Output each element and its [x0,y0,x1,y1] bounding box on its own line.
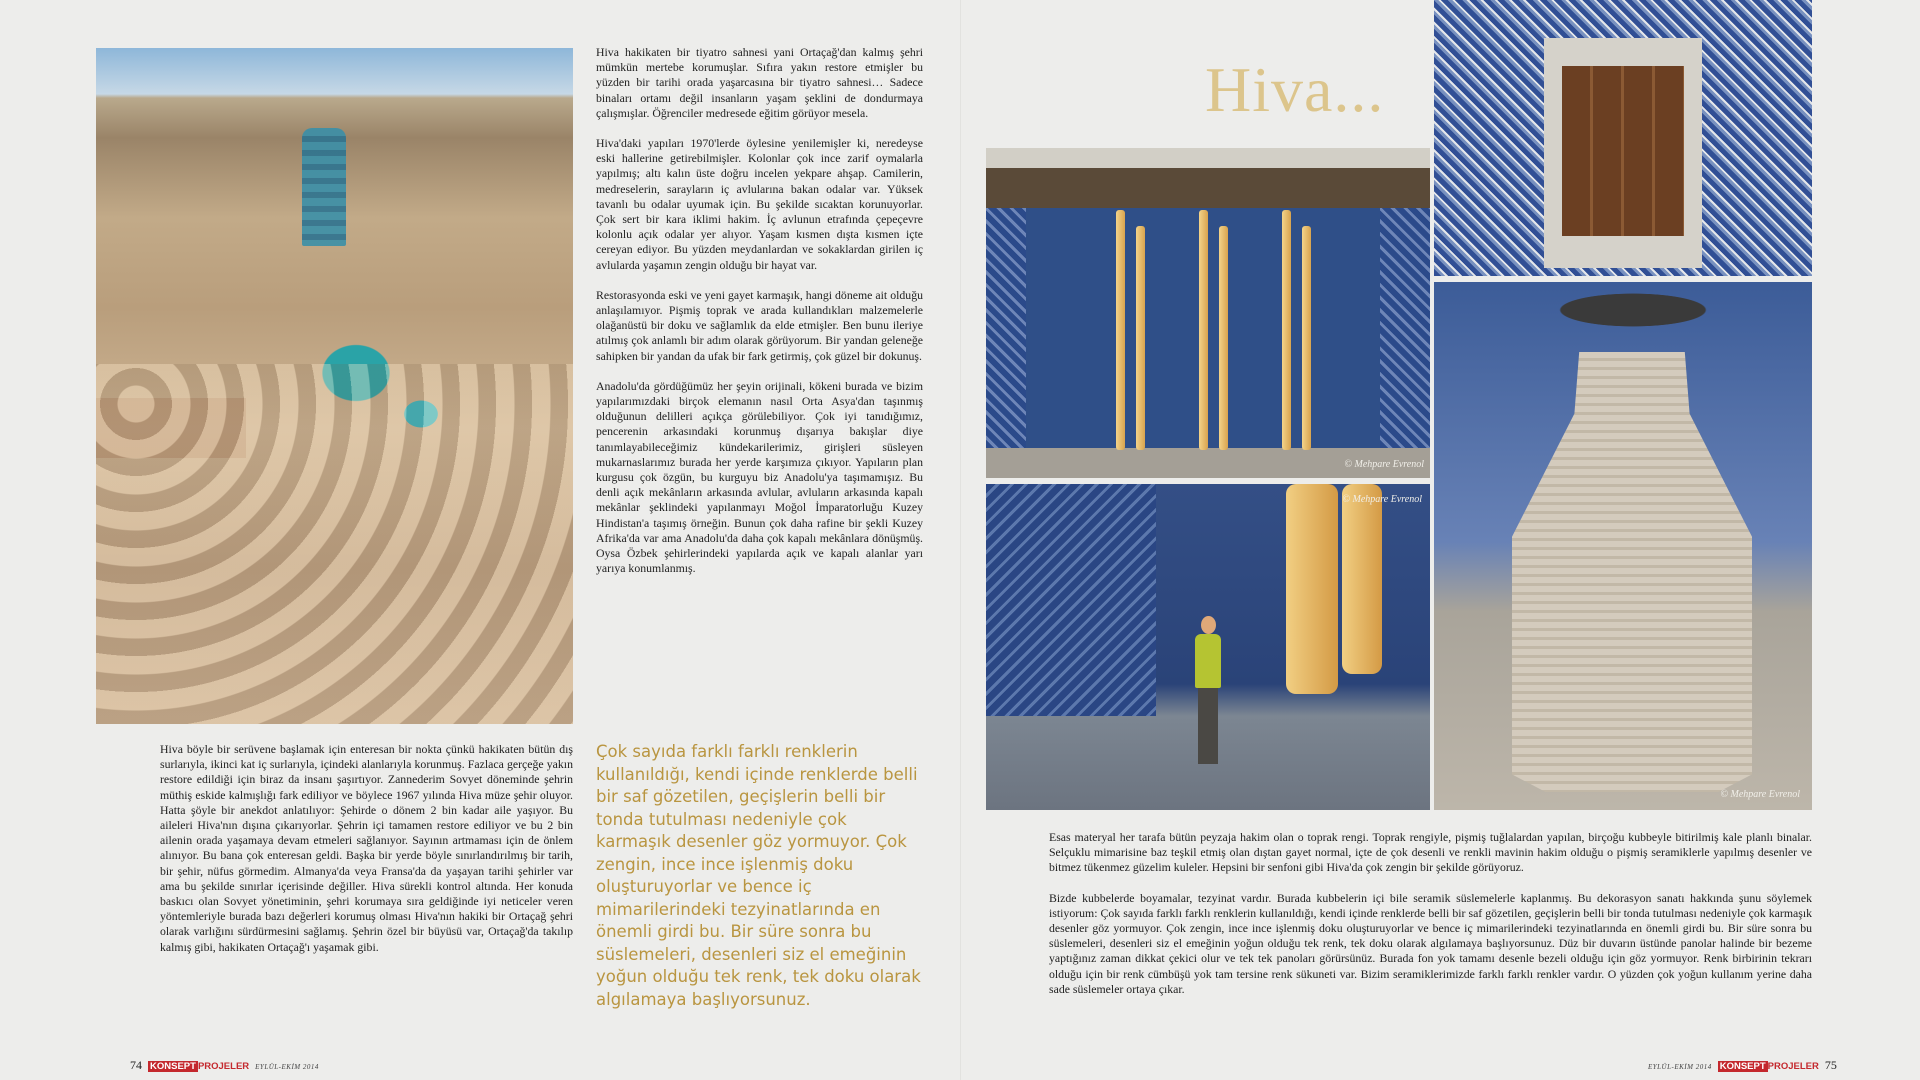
right-paragraph: Esas materyal her tarafa bütün peyzaja hakim olan o toprak rengi. Toprak rengiyle, pişmiş tuğlalardan yapılan, birçoğu kubbeyle bitirilmiş kale planlı binalar. Selçuklu mimarisine baz teşkil etmiş olan dıştan gayet normal, içte de çok desenli ve renkli mavinin hakim olduğu o pişmiş seramiklerle yapılmış desenler ve bitmez tükenmez güzelim kuleler. Hepsini bir senfoni gibi Hiva'da çok zengin bir şekilde görüyoruz. [1049,830,1812,875]
brand-logo-part2: PROJELER [1767,1061,1819,1072]
wooden-column-shape [1342,484,1382,674]
middle-paragraph: Anadolu'da gördüğümüz her şeyin orijinali, kökeni burada ve bizim yapılarımızdaki birçok elemanın nasıl Orta Asya'dan taşınmış olduğunun delilleri açıkça görülebiliyor. Çok iyi tanıdığımız, pencerenin arkasındaki korunmuş dışarıya bakışlar diye tanımlayabileceğimiz kündekarilerimiz, girişleri süsleyen mukarnaslarımız burada her yerde karşımıza çıkıyor. Yapıların plan kurgusu çok özgün, bu kurguyu biz Anadolu'ya taşımamışız. Bu denli açık mekânların arkasında avlular, avluların arkasında kapalı mekânlar şeklindeki yapılanmayı Moğol İmparatorluğu Kuzey Hindistan'a taşımış örneğin. Bunun çok daha rafine bir şekli Kuzey Afrika'da var ama Anadolu'da daha çok kapalı mekânlara dönüşmüş. Oysa Özbek şehirlerindeki yapılarda açık ve kapalı alanlar yarı yarıya konumlanmış. [596,378,923,576]
person-body [1195,634,1221,688]
brand-logo-part1: KONSEPT [1719,1061,1766,1072]
veranda-photo [986,148,1430,478]
right-paragraph: Bizde kubbelerde boyamalar, tezyinat vardır. Burada kubbelerin içi bile seramik süslemelerle kaplanmış. Bu dekorasyon sanatı hakkında şunu söylemek istiyorum: Çok sayıda farklı farklı renklerin kullanıldığı, kendi içinde renklerde belli bir saf gözetilen, geçişlerin belli bir tonda tutulması nedeniyle çok karmaşık desenler göz yormuyor. Çok zengin, ince ince işlenmiş doku oluşturuyorlar ve bence iç mimarilerindeki tezyinatlarında en önemli girdi bu. Bir süre sonra bu süslemeleri, desenleri siz el emeğinin yoğun olduğu tek renk, tek doku olarak algılamaya başlıyorsunuz. Düz bir duvarın üstünde panolar halinde bir bezeme yaptığınız zaman dikkat çekici olur ve tek tek panoları görürsünüz. Burada fon yok tamamı desenle bezeli olduğu için göz yormuyor. Renk birbirinin tekrarı olduğu için bir renk cümbüşü yok tam tersine renk sükuneti var. Bizim seramiklerimizde farklı farklı renkler vardır. O yüzden çok yoğun kullanım yerine daha sade süslemeler ortaya çıkar. [1049,890,1812,996]
left-column-text [160,742,573,970]
pull-quote: Çok sayıda farklı farklı renklerin kullanıldığı, kendi içinde renklerde belli bir saf gözetilen, geçişlerin belli bir tonda tutulması nedeniyle çok karmaşık desenler göz yormuyor. Çok zengin, ince ince işlenmiş doku oluşturuyorlar ve bence iç mimarilerindeki tezyinatlarında en önemli girdi bu. Bir süre sonra bu süslemeleri, desenleri siz el emeğinin yoğun olduğu tek renk, tek doku olarak algılamaya başlıyorsunuz. [596,742,921,1009]
tile-wall-shape [986,484,1156,716]
brand-logo-part2: PROJELER [197,1061,250,1072]
person-figure [1193,616,1223,766]
right-column-text [1049,830,1812,1012]
wooden-column-shape [1286,484,1338,694]
tile-panel-shape [986,208,1026,448]
brand-logo-part1: KONSEPT [150,1061,196,1072]
photo-credit: © Mehpare Evrenol [1344,459,1424,470]
middle-column-text [596,45,923,592]
wooden-column-shape [1282,210,1291,450]
domed-roofs-texture [96,364,573,724]
middle-paragraph: Hiva hakikaten bir tiyatro sahnesi yani Ortaçağ'dan kalmış şehri mümkün mertebe korumuşlar. Sıfıra yakın restore etmişler bu yüzden bir tarihi orada yaşarcasına bir tiyatro sahnesi… Sadece binaları ortamı değil insanların yaşam şeklini de dondurmaya çalışmışlar. Öğrenciler medresede eğitim görüyor mesela. [596,45,923,120]
wooden-column-shape [1116,210,1125,450]
issue-date-left: EYLÜL-EKİM 2014 [255,1063,319,1071]
page-title: Hiva... [1205,54,1385,125]
person-head [1201,616,1216,634]
photo-credit: © Mehpare Evrenol [1720,789,1800,800]
page-number-left: 74 [130,1058,142,1072]
wooden-column-shape [1136,226,1145,450]
issue-date-right: EYLÜL-EKİM 2014 [1648,1063,1712,1071]
tile-panel-shape [1380,208,1430,448]
spread-gutter [960,0,961,1080]
footer-left [130,1058,319,1073]
photo-credit: © Mehpare Evrenol [1342,494,1422,505]
carved-door-photo [1434,0,1812,276]
aerial-photo-khiva [96,48,573,724]
middle-paragraph: Hiva'daki yapıları 1970'lerde öylesine yenilemişler ki, neredeyse eski hallerine getirebilmişler. Kolonlar çok ince zarif oymalarla yapılmış; altı kalın üste doğru incelen yekpare ahşap. Camilerin, medreselerin, sarayların iç avlularına bakan odalar var. Yüksek tavanlı bu odalar uyumak için. Bu şekilde sıcaktan korunuyorlar. Çok sert bir kara iklimi hakim. İç avlunun etrafında çepeçevre kolonlu açık odalar yer alıyor. Yaşam kısmen dışta kısmen içte cereyan ediyor. Bu yüzden meydanlardan ve sokaklardan girilen iç avlularda yaşamın zengin olduğu bir hayat var. [596,136,923,272]
footer-right [1648,1058,1837,1073]
left-paragraph: Hiva böyle bir serüvene başlamak için enteresan bir nokta çünkü hakikaten bütün dış surlarıyla, ikinci kat iç surlarıyla, içindeki alanlarıyla korunmuş. Fazlaca gerçeğe yakın restore edildiği için biraz da insanı şaşırtıyor. Zannederim Sovyet döneminde şehrin müthiş eskide kalmışlığı fark ediliyor ve böylece 1967 yılında Hiva müze şehir oluyor. Hatta şöyle bir anekdot anlatılıyor: Şehirde o dönem 2 bin kadar aile yaşıyor. Bu aileleri Hiva'nın dışına çıkarıyorlar. Şehrin içi tamamen restore ediliyor ve bu 2 bin ailenin orada yaşamaya devam etmeleri sağlanıyor. Sayının artmaması için de önlem alınıyor. Bu bana çok enteresan geldi. Başka bir yerde böyle sınırlandırılmış bir tarih, bir şehir, nüfus görmedim. Almanya'da veya Fransa'da da yaşayan tarihi şehirler var ama bu şekilde sınırlar içerisinde değiller. Hiva sürekli kontrol altında. Her konuda baskıcı olan Sovyet yönetiminin, şehri korumaya sıra geldiğinde iyi neticeler veren yöntemleriyle burada bazı değerleri korumuş olması Hiva'nın hakiki bir Ortaçağ şehri olarak varlığını sürdürmesini sağlamış. Şehrin özel bir büyüsü var, Ortaçağ'da takılıp kalmış gibi, hakikaten Ortaçağ'ı yaşamak gibi. [160,742,573,954]
column-base-photo [1434,282,1812,810]
minaret-shape [302,128,346,246]
person-legs [1198,688,1218,764]
door-leaf-shape [1562,66,1684,236]
portrait-photo [986,484,1430,810]
page-number-right: 75 [1824,1058,1837,1072]
middle-paragraph: Restorasyonda eski ve yeni gayet karmaşık, hangi döneme ait olduğu anlaşılamıyor. Pişmiş toprak ve arada kullandıkları malzemelerle olağanüstü bir doku ve sağlamlık da elde etmişler. Ben bunu ileriye atılmış çok anlamlı bir adım olarak görüyorum. Bir yandan geleneğe sahipken bir yandan da ufak bir fark getirmiş, çok güzel bir dokunuş. [596,287,923,363]
wooden-column-shape [1199,210,1208,450]
wooden-column-shape [1302,226,1311,450]
carved-pedestal-shape [1512,352,1752,792]
wooden-column-shape [1219,226,1228,450]
